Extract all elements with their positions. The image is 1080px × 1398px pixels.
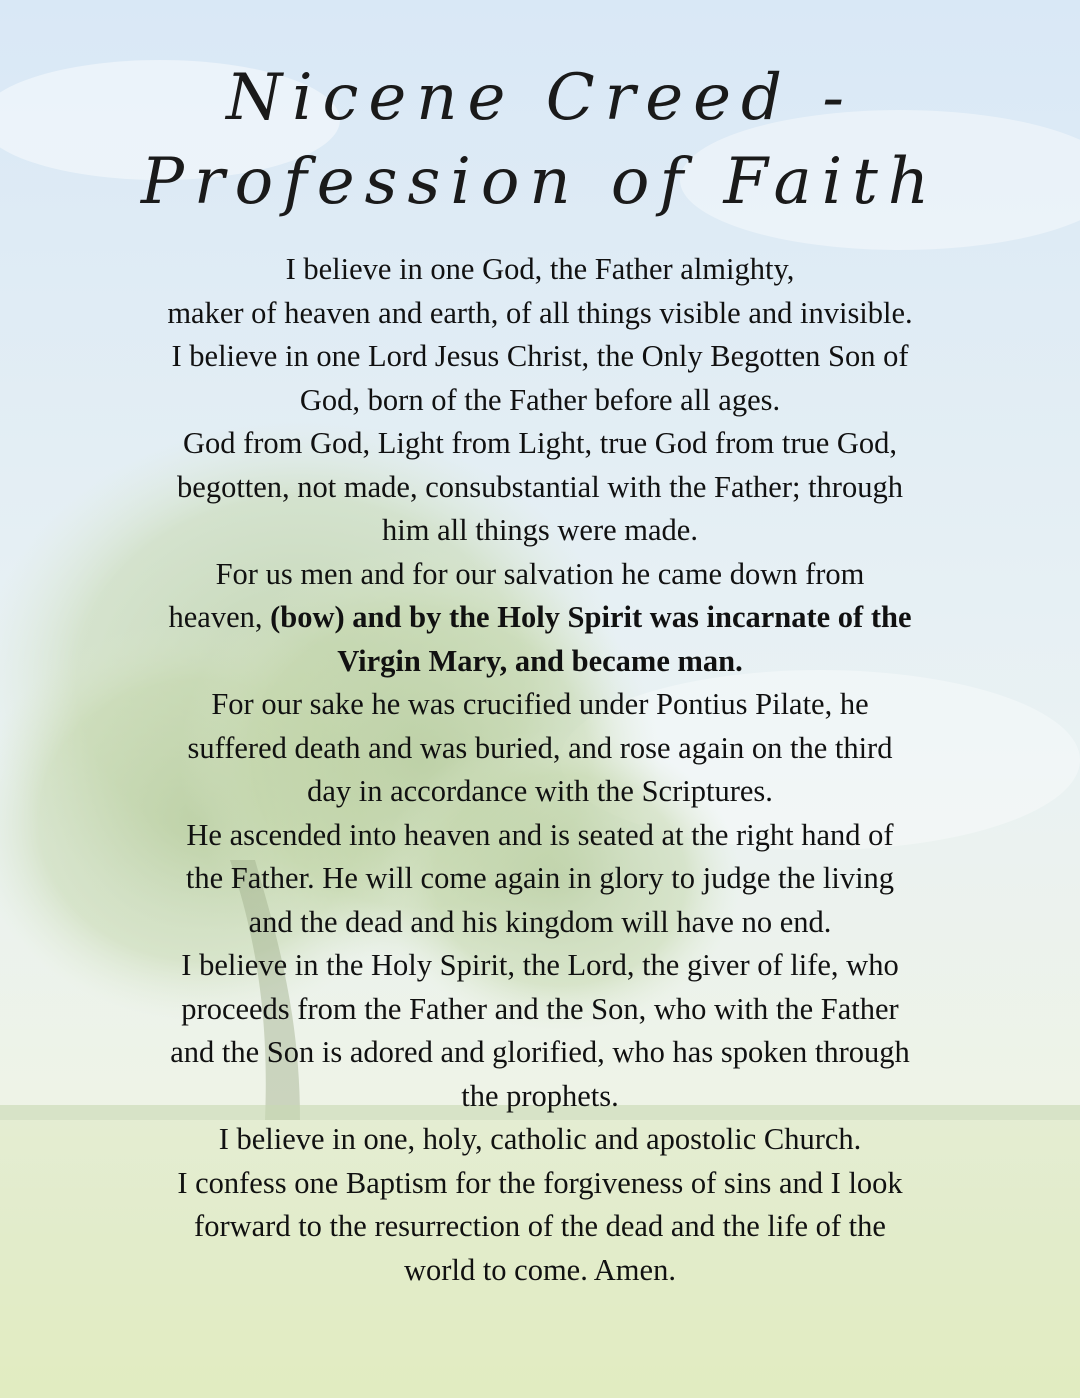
creed-line-text: and the Son is adored and glorified, who has spoken through (170, 1035, 910, 1069)
creed-line-text: I believe in one God, the Father almighty, (285, 252, 795, 286)
creed-line (60, 596, 1020, 640)
creed-line-bold-text: Virgin Mary, and became man. (337, 643, 743, 678)
creed-line (60, 901, 1020, 945)
creed-line (60, 1162, 1020, 1206)
creed-line-text: I believe in one Lord Jesus Christ, the Only Begotten Son of (171, 339, 909, 373)
creed-line-text: and the dead and his kingdom will have no end. (248, 904, 832, 939)
creed-line (60, 1249, 1020, 1293)
creed-line-text: God from God, Light from Light, true God from true God, (182, 426, 898, 460)
creed-line (60, 422, 1020, 466)
creed-line-text: begotten, not made, consubstantial with the Father; through (177, 469, 903, 504)
creed-line-text: I believe in the Holy Spirit, the Lord, the giver of life, who (181, 948, 899, 982)
creed-line-bold-text: (bow) and by the Holy Spirit was incarnate of the (270, 600, 912, 634)
creed-line-text: forward to the resurrection of the dead and the life of the (194, 1209, 886, 1243)
creed-line (60, 988, 1020, 1032)
creed-line (60, 1205, 1020, 1249)
creed-line (60, 466, 1020, 510)
creed-line (60, 292, 1020, 336)
creed-line (60, 1075, 1020, 1119)
creed-line-text: God, born of the Father before all ages. (299, 382, 781, 417)
creed-line-text: the Father. He will come again in glory to judge the living (185, 861, 895, 895)
creed-line (60, 770, 1020, 814)
creed-line (60, 944, 1020, 988)
creed-line (60, 335, 1020, 379)
creed-line-text: For us men and for our salvation he came down from (215, 556, 865, 591)
creed-line-text: He ascended into heaven and is seated at the right hand of (186, 817, 894, 852)
creed-line-text: I believe in one, holy, catholic and apostolic Church. (218, 1122, 862, 1156)
title-line-2: Profession of Faith (140, 145, 940, 219)
creed-line (60, 1118, 1020, 1162)
creed-line (60, 814, 1020, 858)
creed-line (60, 553, 1020, 597)
creed-line-text: proceeds from the Father and the Son, who with the Father (181, 991, 899, 1026)
creed-line (60, 640, 1020, 684)
creed-line (60, 379, 1020, 423)
creed-line (60, 727, 1020, 771)
creed-line-text: world to come. Amen. (404, 1252, 676, 1287)
creed-line-text: I confess one Baptism for the forgiveness of sins and I look (177, 1165, 903, 1200)
creed-line-text: suffered death and was buried, and rose again on the third (187, 730, 893, 765)
creed-text (60, 248, 1020, 1292)
creed-line (60, 509, 1020, 553)
creed-line-text: him all things were made. (382, 513, 698, 547)
creed-line-text: For our sake he was crucified under Pontius Pilate, he (211, 687, 869, 721)
creed-line-text: day in accordance with the Scriptures. (307, 774, 773, 808)
creed-line (60, 857, 1020, 901)
creed-line (60, 683, 1020, 727)
creed-line (60, 1031, 1020, 1075)
creed-line-text: maker of heaven and earth, of all things visible and invisible. (167, 295, 913, 330)
creed-line-text: the prophets. (461, 1078, 619, 1113)
title-line-1: Nicene Creed - (226, 61, 854, 135)
creed-line-text: heaven, (168, 600, 271, 634)
creed-line (60, 248, 1020, 292)
